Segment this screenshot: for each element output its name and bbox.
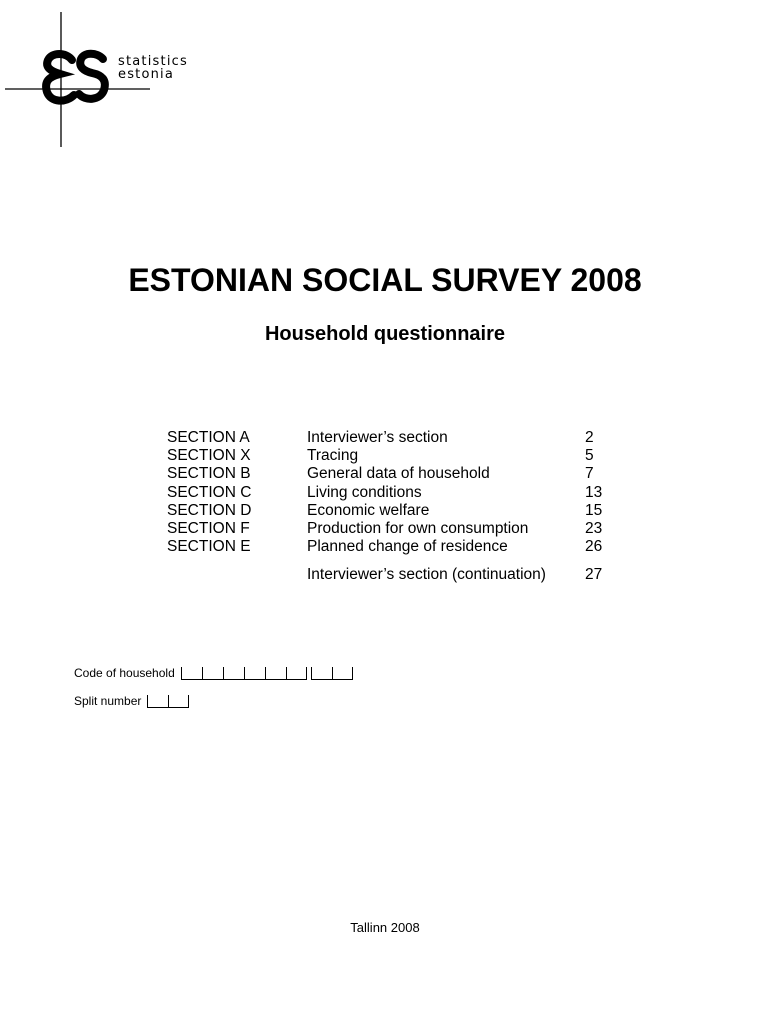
toc-section: SECTION C <box>167 483 252 501</box>
code-digit-box[interactable] <box>202 667 223 680</box>
toc-title: Planned change of residence <box>307 538 508 556</box>
toc-page: 27 <box>585 566 603 584</box>
toc-title: Interviewer’s section <box>307 429 448 446</box>
table-of-contents <box>167 429 625 585</box>
toc-row <box>167 538 625 556</box>
split-number-label: Split number <box>74 694 142 708</box>
toc-section: SECTION B <box>167 465 251 483</box>
toc-section: SECTION E <box>167 538 251 556</box>
toc-title: General data of household <box>307 465 490 483</box>
toc-page: 23 <box>585 519 603 537</box>
toc-row <box>167 465 625 483</box>
toc-row <box>167 502 625 520</box>
code-digit-box[interactable] <box>244 667 265 680</box>
code-digit-box[interactable] <box>265 667 286 680</box>
household-code-field <box>74 666 353 680</box>
toc-title: Production for own consumption <box>307 519 529 537</box>
footer-place-year: Tallinn 2008 <box>350 920 420 935</box>
toc-title: Tracing <box>307 447 359 465</box>
toc-title: Economic welfare <box>307 501 430 519</box>
toc-section: SECTION A <box>167 429 250 446</box>
page-subtitle: Household questionnaire <box>264 323 506 345</box>
toc-section <box>167 566 307 584</box>
logo-text-statistics: statistics <box>118 54 188 69</box>
toc-page: 7 <box>585 465 594 483</box>
toc-row <box>167 484 625 502</box>
code-digit-box[interactable] <box>223 667 244 680</box>
toc-page: 15 <box>585 501 603 519</box>
toc-page: 5 <box>585 447 594 465</box>
household-code-boxes[interactable] <box>181 667 353 680</box>
toc-page: 26 <box>585 538 603 556</box>
toc-page: 13 <box>585 483 603 501</box>
split-digit-box[interactable] <box>168 695 189 708</box>
toc-title: Living conditions <box>307 483 422 501</box>
split-number-boxes[interactable] <box>147 695 189 708</box>
logo-mark-icon <box>0 0 220 160</box>
toc-row <box>167 429 625 447</box>
toc-row <box>167 447 625 465</box>
page-title: ESTONIAN SOCIAL SURVEY 2008 <box>128 262 642 298</box>
toc-page: 2 <box>585 429 594 446</box>
code-digit-box[interactable] <box>311 667 332 680</box>
code-digit-box[interactable] <box>181 667 202 680</box>
household-code-label: Code of household <box>74 666 175 680</box>
code-digit-box[interactable] <box>286 667 307 680</box>
split-number-field <box>74 694 189 708</box>
toc-section: SECTION X <box>167 447 251 465</box>
toc-row-continuation <box>167 566 625 584</box>
code-digit-box[interactable] <box>332 667 353 680</box>
toc-row <box>167 520 625 538</box>
toc-spacer <box>167 556 625 566</box>
toc-title: Interviewer’s section (continuation) <box>307 566 546 584</box>
logo-text-estonia: estonia <box>118 67 175 82</box>
toc-section: SECTION D <box>167 501 252 519</box>
split-digit-box[interactable] <box>147 695 168 708</box>
toc-section: SECTION F <box>167 519 250 537</box>
statistics-estonia-logo <box>0 0 220 160</box>
